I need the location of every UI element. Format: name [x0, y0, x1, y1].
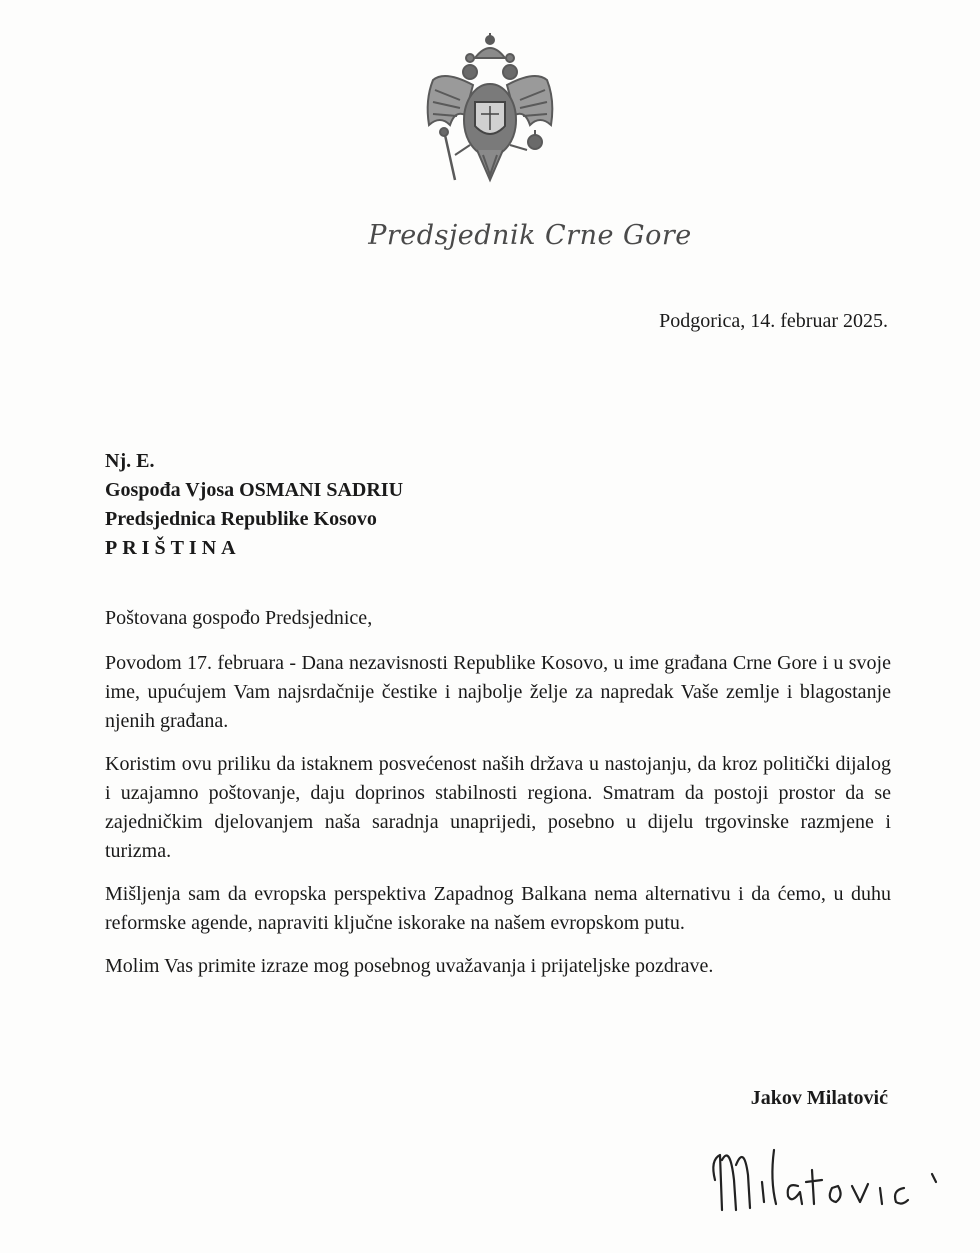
- letterhead-title: Predsjednik Crne Gore: [368, 220, 692, 251]
- handwritten-signature: [700, 1120, 950, 1230]
- recipient-name: Gospođa Vjosa OSMANI SADRIU: [105, 479, 404, 501]
- body-paragraph: Povodom 17. februara - Dana nezavisnosti Republike Kosovo, u ime građana Crne Gore i u svoje ime, upućujem Vam najsrdačnije čestike i najbolje želje za napredak Vaše zemlje i blagostanje njenih građana.: [105, 652, 891, 732]
- signer-name: Jakov Milatović: [750, 1087, 888, 1109]
- body-paragraph: Molim Vas primite izraze mog posebnog uvažavanja i prijateljske pozdrave.: [105, 955, 714, 977]
- coat-of-arms-icon: [415, 30, 565, 200]
- date-line: Podgorica, 14. februar 2025.: [659, 310, 888, 332]
- recipient-honorific: Nj. E.: [105, 450, 155, 472]
- body-paragraph: Koristim ovu priliku da istaknem posvećenost naših država u nastojanju, da kroz politički dijalog i uzajamno poštovanje, daju doprinos stabilnosti regiona. Smatram da postoji prostor da se zajedničkim djelovanjem naša saradnja unaprijedi, posebno u dijelu trgovinske razmjene i turizma.: [105, 753, 891, 862]
- letter-body: [105, 604, 891, 995]
- recipient-city: PRIŠTINA: [105, 537, 241, 559]
- recipient-title: Predsjednica Republike Kosovo: [105, 508, 377, 530]
- body-paragraph: Mišljenja sam da evropska perspektiva Zapadnog Balkana nema alternativu i da ćemo, u duhu reformske agende, napraviti ključne iskorake na našem evropskom putu.: [105, 883, 891, 934]
- salutation: Poštovana gospođo Predsjednice,: [105, 607, 373, 629]
- recipient-block: [105, 447, 403, 563]
